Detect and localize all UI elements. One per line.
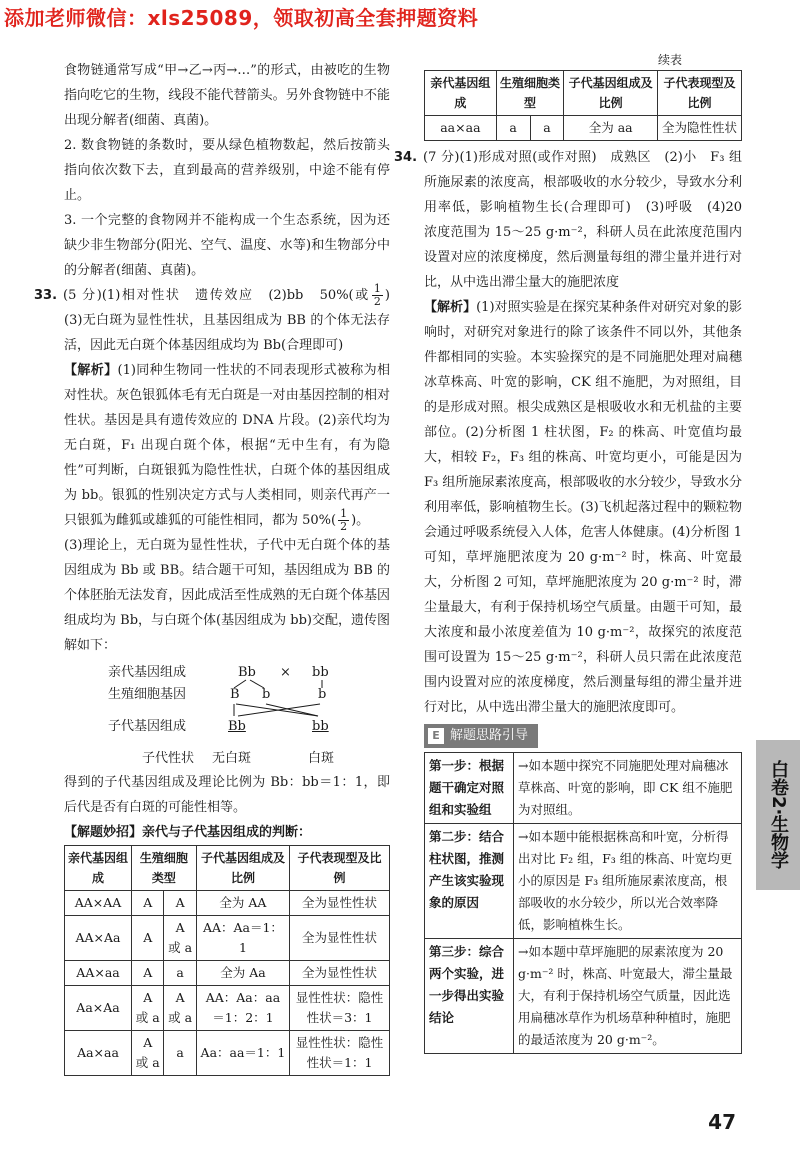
question-33-analysis: 【解析】(1)同种生物同一性状的不同表现形式被称为相对性状。灰色银狐体毛有无白斑是一对由基因控制的相对性状。基因是具有遗传效应的 DNA 片段。(2)亲代均为无白斑，F₁ 出现白斑个体，根据“无中生有，有为隐性”可判断，白斑银狐为隐性性状，白斑个体的基因组成为 bb。银狐的性别决定方式与人类相同，则亲代再产一只银狐为雌狐或雄狐的可能性相同，都为 50%( $\frac{1}{2}$ )。 [64,363,390,533]
table-cell: a [164,1031,196,1076]
book-icon: E [428,728,444,744]
table-cell: A [132,916,164,961]
right-column [394,50,756,1054]
guide-step-label: 第二步：结合柱状图，推测产生该实验现象的原因 [425,824,514,939]
guide-heading: E 解题思路引导 [424,724,538,748]
table-header: 生殖细胞类型 [496,71,564,116]
table-cell: 显性性状：隐性性状＝3：1 [290,986,390,1031]
table-header: 子代表现型及比例 [290,846,390,891]
table-cell: aa×aa [425,116,497,141]
page-number: 47 [708,1110,736,1134]
table-cell: Aa：aa＝1：1 [196,1031,289,1076]
question-34-answer: 34. (7 分)(1)形成对照(或作对照) 成熟区 (2)小 F₃ 组所施尿素的浓度高，根部吸收的水分较少，导致水分利用率低，影响植物生长(合理即可) (3)呼吸 (4)20 浓度范围为 15～25 g·m⁻²，科研人员在此浓度范围内设置对应的浓度梯度，然后测量每组的滞尘量并进行对比，从中选出滞尘量大的施肥浓度 [394,150,756,290]
table-cell: AA：Aa：aa＝1：2：1 [196,986,289,1031]
table-cell: a [164,961,196,986]
diagram-label-trait: 子代性状 [142,751,195,766]
table-cell: AA×aa [65,961,132,986]
table-header: 子代表现型及比例 [658,71,742,116]
genetic-diagram [64,660,390,746]
table-cell: A [132,891,164,916]
table-row [65,961,390,986]
table-cell: 全为显性性状 [290,916,390,961]
table-cell: 全为 AA [196,891,289,916]
guide-step-row [425,753,742,824]
table-cell: A [132,961,164,986]
table-cell: a [530,116,564,141]
diagram-arrows [64,660,390,746]
promo-banner: 添加老师微信：xls25089，领取初高全套押题资料 [4,6,479,30]
table-header: 亲代基因组成 [65,846,132,891]
tip-title: 【解题妙招】亲代与子代基因组成的判断： [64,825,312,840]
diagram-trait-2: 白斑 [308,751,335,766]
guide-step-text: →如本题中探究不同施肥处理对扁穗冰草株高、叶宽的影响，即 CK 组不施肥为对照组。 [514,753,742,824]
table-cell: Aa×Aa [65,986,132,1031]
table-cell: 全为显性性状 [290,891,390,916]
question-33-answer: 33. (5 分)(1)相对性状 遗传效应 (2)bb 50%(或 $\frac{1}{2}$ ) (3)无白斑为显性性状，且基因组成为 BB 的个体无法存活，因此无白斑个体基因组成均为 Bb(合理即可) [34,282,404,353]
diagram-gamete-3: b [318,687,327,702]
table-header: 子代基因组成及比例 [564,71,658,116]
guide-step-text: →如本题中能根据株高和叶宽，分析得出对比 F₂ 组，F₃ 组的株高、叶宽均更小的原因是 F₃ 组所施尿素浓度高，根部吸收的水分较少，所以光合效率降低，影响植株生长。 [514,824,742,939]
table-cell: 全为 aa [564,116,658,141]
question-34-analysis: 【解析】(1)对照实验是在探究某种条件对研究对象的影响时，对研究对象进行的除了该条件不同以外，其他条件都相同的实验。本实验探究的是不同施肥处理对扁穗冰草株高、叶宽的影响，CK 组不施肥，为对照组，目的是形成对照。根尖成熟区是根吸收水和无机盐的主要部位。(2)分析图 1 柱状图，F₂ 的株高、叶宽值均最大，相较 F₂，F₃ 组的株高、叶宽均更小，可能是因为 F₃ 组所施尿素浓度高，根部吸收的水分较少，导致水分利用率低，影响植物生长。(3)飞机起落过程中的颗粒物会通过呼吸系统侵入人体，危害人体健康。(4)分析图 1 可知，草坪施肥浓度为 20 g·m⁻² 时，株高、叶宽最大，分析图 2 可知，草坪施肥浓度为 20 g·m⁻² 时，滞尘量最大，有利于保持机场空气质量。由题干可知，最大浓度和最小浓度差值为 10 g·m⁻²，故探究的浓度范围可设置为 15～25 g·m⁻²，科研人员只需在此浓度范围内设置对应的浓度梯度，然后测量每组的滞尘量并进行对比，从中选出滞尘量大的施肥浓度即可。 [424,300,742,715]
left-column [34,58,404,1076]
guide-step-row [425,939,742,1054]
table-cell: 全为 Aa [196,961,289,986]
table-row [65,891,390,916]
guide-step-row [425,824,742,939]
table-cell: AA：Aa＝1：1 [196,916,289,961]
paragraph-ecosystem: 3. 一个完整的食物网并不能构成一个生态系统，因为还缺少非生物部分(阳光、空气、温度、水等)和生物部分中的分解者(细菌、真菌)。 [64,213,390,278]
diagram-label-offspring: 子代基因组成 [108,719,187,734]
diagram-gamete-1: B [230,687,240,702]
paragraph-food-chain: 食物链通常写成“甲→乙→丙→…”的形式，由被吃的生物指向吃它的生物，线段不能代替箭头。另外食物链中不能出现分解者(细菌、真菌)。 [64,63,390,128]
table-cell: AA×Aa [65,916,132,961]
fraction: $\frac{1}{2}$ [340,507,348,533]
genotype-table-continued [424,70,742,141]
table-continued-label: 续表 [657,53,682,67]
table-cell: A 或 a [132,986,164,1031]
diagram-label-gamete: 生殖细胞基因 [108,687,187,702]
table-cell: a [496,116,530,141]
guide-step-label: 第三步：综合两个实验，进一步得出实验结论 [425,939,514,1054]
diagram-cross: × [280,665,291,680]
diagram-conclusion: 得到的子代基因组成及理论比例为 Bb：bb＝1：1，即后代是否有白斑的可能性相等。 [64,775,390,815]
diagram-traits [64,746,390,770]
guide-step-text: →如本题中草坪施肥的尿素浓度为 20 g·m⁻² 时，株高、叶宽最大，滞尘量最大，有利于保持机场空气质量，因此选用扁穗冰草作为机场草种种植时，施肥的最适浓度为 20 g·m⁻²。 [514,939,742,1054]
paragraph-count-chain: 2. 数食物链的条数时，要从绿色植物数起，然后按箭头指向依次数下去，直到最高的营养级别，中途不能有停止。 [64,138,390,203]
fraction: $\frac{1}{2}$ [373,282,381,308]
diagram-parent-2: bb [312,665,329,680]
table-cell: A [164,891,196,916]
guide-steps-table [424,752,742,1054]
side-tab: 白卷2·生物学 [756,740,800,890]
table-header: 亲代基因组成 [425,71,497,116]
question-33-analysis-3: (3)理论上，无白斑为显性性状，子代中无白斑个体的基因组成为 Bb 或 BB。结合题干可知，基因组成为 BB 的个体胚胎无法发育，因此成活至性成熟的无白斑个体基因组成均为 Bb，与白斑个体(基因组成为 bb)交配，遗传图解如下： [64,538,390,653]
table-header: 子代基因组成及比例 [196,846,289,891]
table-header: 生殖细胞类型 [132,846,197,891]
table-cell: A 或 a [132,1031,164,1076]
diagram-label-parent: 亲代基因组成 [108,665,187,680]
diagram-parent-1: Bb [238,665,256,680]
guide-step-label: 第一步：根据题干确定对照组和实验组 [425,753,514,824]
diagram-offspring-2: bb [312,719,329,734]
table-row [65,1031,390,1076]
table-row [65,916,390,961]
question-33-number: 33. [34,288,58,303]
diagram-offspring-1: Bb [228,719,246,734]
table-cell: 全为隐性性状 [658,116,742,141]
question-34-number: 34. [394,150,418,165]
table-cell: 全为显性性状 [290,961,390,986]
table-cell: A 或 a [164,986,196,1031]
genotype-table [64,845,390,1076]
diagram-trait-1: 无白斑 [212,751,252,766]
table-row [65,986,390,1031]
table-cell: A 或 a [164,916,196,961]
table-cell: 显性性状：隐性性状＝1：1 [290,1031,390,1076]
table-cell: AA×AA [65,891,132,916]
table-cell: Aa×aa [65,1031,132,1076]
table-row [425,116,742,141]
diagram-gamete-2: b [262,687,271,702]
